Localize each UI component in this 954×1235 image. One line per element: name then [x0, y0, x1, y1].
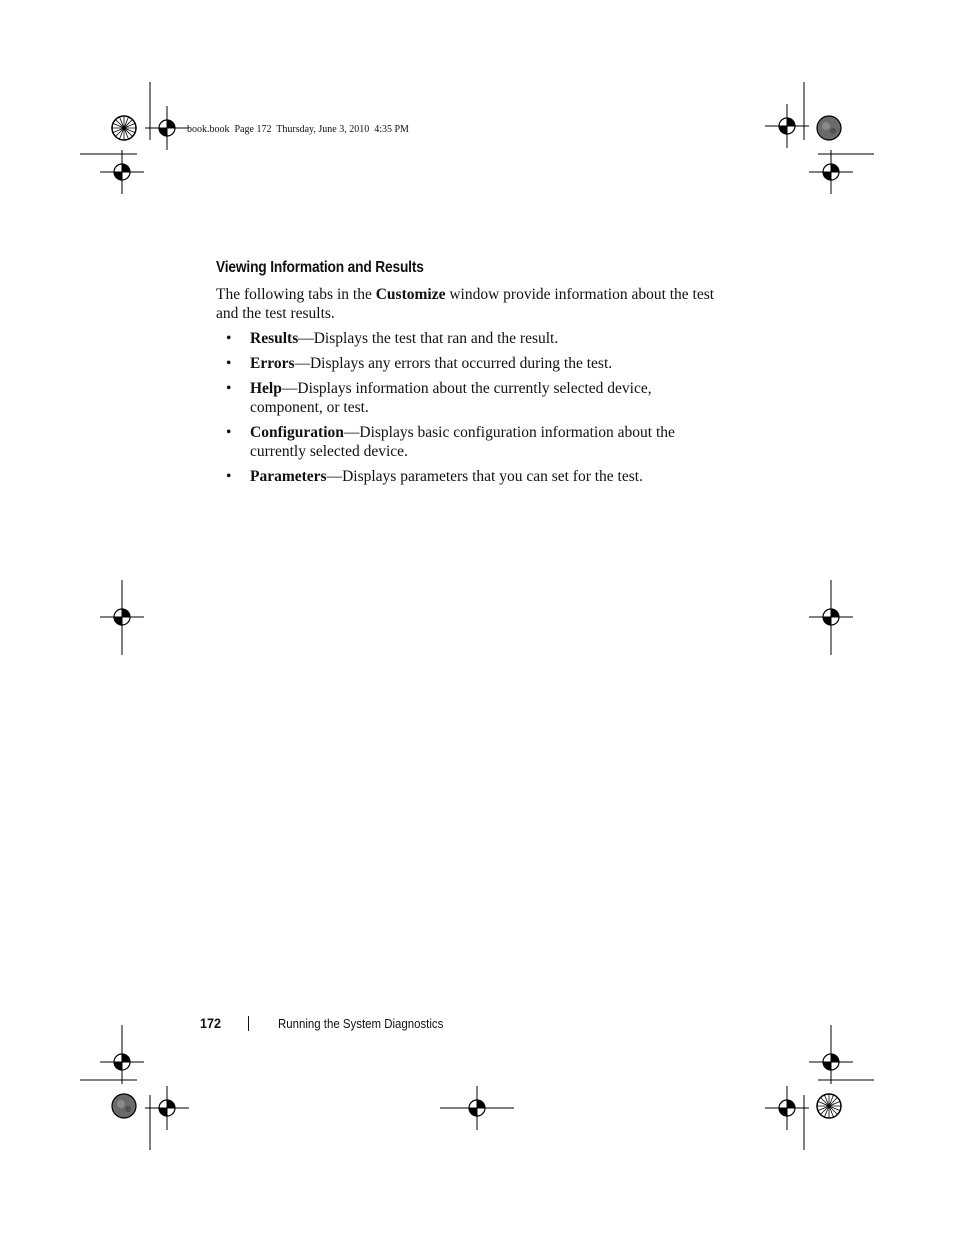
- list-item: [226, 354, 716, 373]
- list-item-term: Errors: [250, 355, 295, 372]
- list-item-term: Results: [250, 330, 299, 347]
- bullet-icon: •: [226, 424, 232, 441]
- intro-text-before: The following tabs in the: [216, 286, 376, 303]
- list-item-term: Configuration: [250, 424, 344, 441]
- list-item-term: Help: [250, 380, 282, 397]
- list-item: [226, 467, 716, 486]
- tab-description-list: [226, 329, 716, 492]
- list-item: [226, 423, 716, 461]
- list-item-text: —Displays information about the currently selected device, component, or test.: [250, 380, 652, 416]
- intro-text-after: window provide information about the test and the test results.: [216, 286, 715, 322]
- bullet-icon: •: [226, 330, 232, 347]
- footer-chapter-title: Running the System Diagnostics: [278, 1016, 444, 1031]
- slug-line: book.book Page 172 Thursday, June 3, 2010 4:35 PM: [187, 124, 409, 135]
- list-item: [226, 379, 716, 417]
- bullet-icon: •: [226, 468, 232, 485]
- list-item-text: —Displays parameters that you can set for the test.: [326, 468, 643, 485]
- intro-paragraph: [216, 285, 716, 323]
- list-item-text: —Displays the test that ran and the result.: [298, 330, 559, 347]
- list-item: [226, 329, 716, 348]
- list-item-text: —Displays basic configuration information about the currently selected device.: [250, 424, 675, 460]
- footer-divider: [248, 1016, 249, 1031]
- section-heading: Viewing Information and Results: [216, 259, 424, 276]
- list-item-text: —Displays any errors that occurred during the test.: [294, 355, 613, 372]
- page-number: 172: [200, 1015, 222, 1031]
- list-item-term: Parameters: [250, 468, 327, 485]
- intro-bold-term: Customize: [375, 286, 446, 303]
- bullet-icon: •: [226, 355, 232, 372]
- bullet-icon: •: [226, 380, 232, 397]
